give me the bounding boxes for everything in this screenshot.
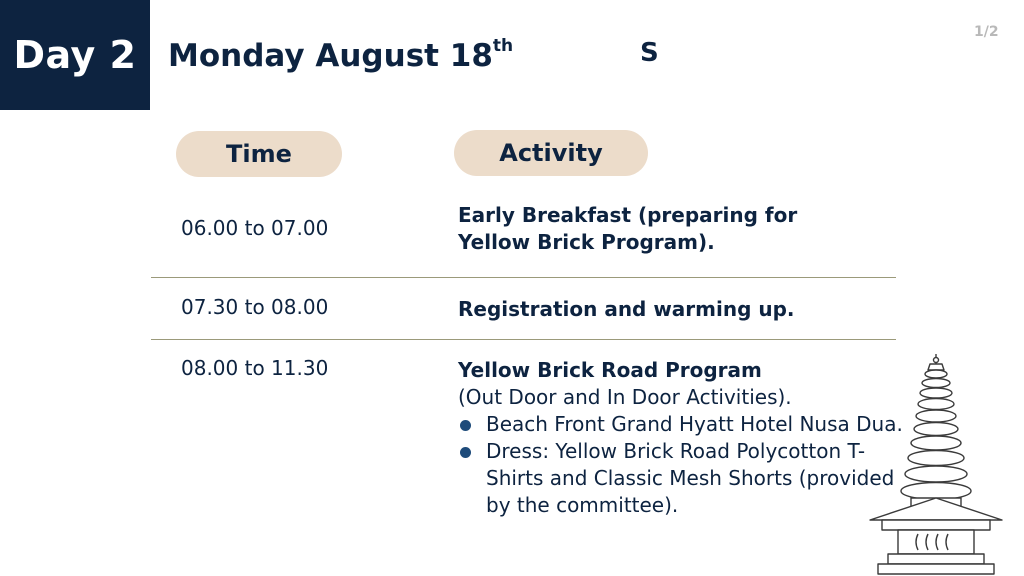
row-1-activity-line: Early Breakfast (preparing for (458, 203, 798, 227)
row-3-time: 08.00 to 11.30 (181, 356, 329, 380)
row-2-activity-line: Registration and warming up. (458, 297, 795, 321)
row-divider (151, 277, 896, 278)
row-1-activity (458, 202, 797, 256)
time-header-label: Time (226, 140, 292, 168)
page-title (168, 35, 514, 74)
bali-temple-meru-icon (866, 352, 1006, 576)
bullet-text: Dress: Yellow Brick Road Polycotton T-Shirts and Classic Mesh Shorts (provided by the committee). (486, 439, 895, 517)
bullet-dot-icon (460, 420, 471, 431)
title-date: Monday August 18 (168, 38, 493, 74)
day-label: Day 2 (13, 33, 137, 77)
row-3-activity-title: Yellow Brick Road Program (458, 358, 762, 382)
row-2-activity (458, 296, 795, 323)
cropped-text-fragment: S (640, 38, 659, 68)
day-label-box (0, 0, 150, 110)
bullet-item (458, 411, 906, 438)
activity-header-label: Activity (499, 139, 603, 167)
row-1-activity-line: Yellow Brick Program). (458, 230, 715, 254)
row-2-time: 07.30 to 08.00 (181, 295, 329, 319)
page-indicator: 1/2 (974, 24, 999, 40)
row-1-time: 06.00 to 07.00 (181, 216, 329, 240)
bullet-dot-icon (460, 447, 471, 458)
row-3-bullet-list (458, 411, 906, 519)
title-date-suffix: th (492, 35, 514, 56)
time-column-header (176, 131, 342, 177)
row-3-activity-subtitle: (Out Door and In Door Activities). (458, 385, 792, 409)
bullet-text: Beach Front Grand Hyatt Hotel Nusa Dua. (486, 412, 903, 436)
bullet-item (458, 438, 906, 519)
row-3-activity (458, 357, 906, 519)
activity-column-header (454, 130, 648, 176)
row-divider (151, 339, 896, 340)
